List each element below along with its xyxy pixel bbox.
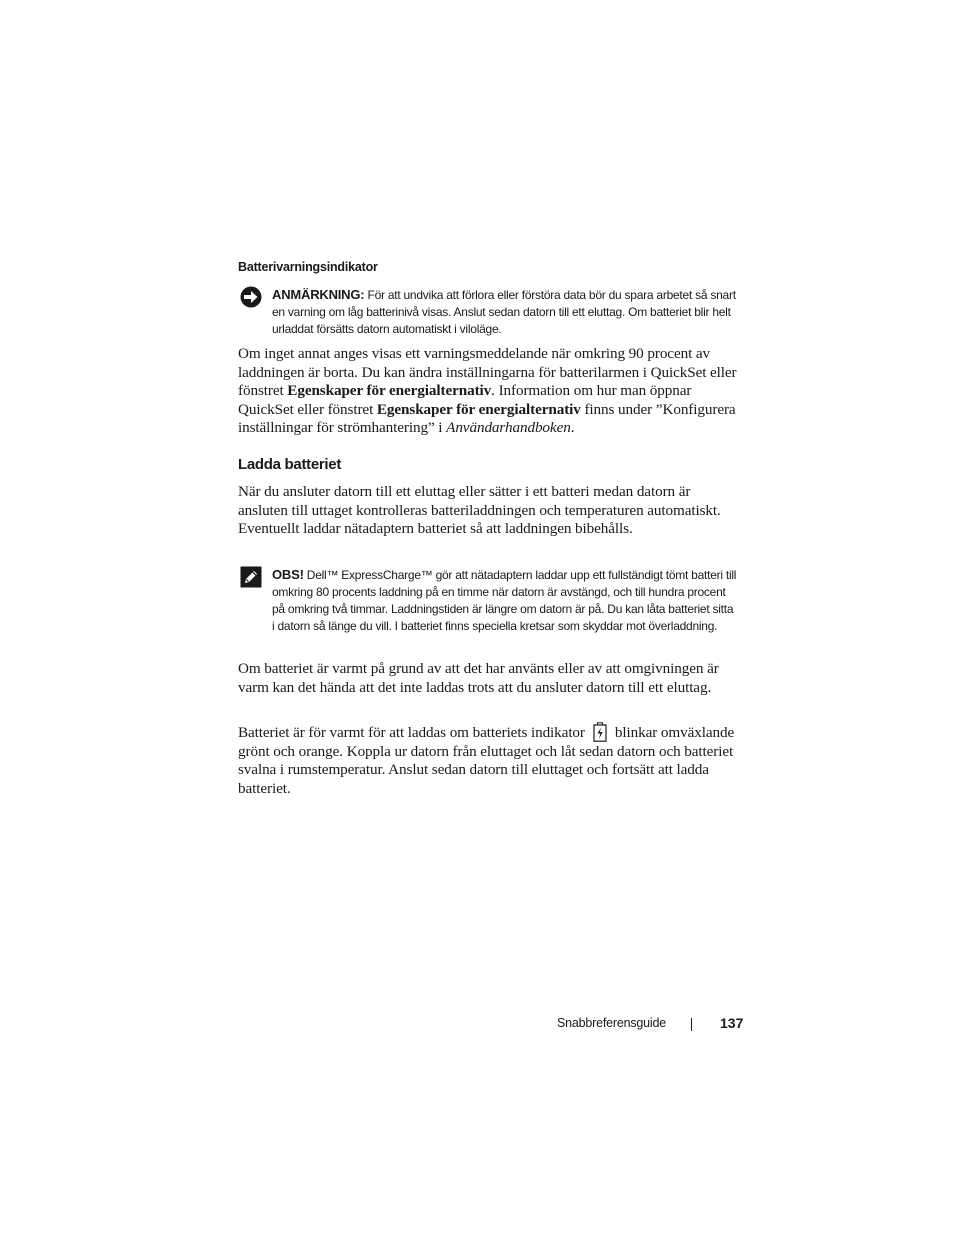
- footer-separator: [691, 1018, 692, 1031]
- obs-note-text: [272, 566, 738, 635]
- warning-note-text: [272, 286, 738, 338]
- para4-text-a: Batteriet är för varmt för att laddas om batteriets indikator: [238, 724, 585, 741]
- page-number: 137: [720, 1015, 744, 1031]
- obs-body: Dell™ ExpressCharge™ gör att nätadaptern laddar upp ett fullständigt tömt batteri till omkring 80 procents laddning på en timme när datorn är avstängd, och till hundra procent på omkring två timmar. Laddningstiden är längre om datorn är på. Du kan låta batteriet sitta i datorn så länge du vill. I batteriet finns speciella kretsar som skyddar mot överladdning.: [272, 568, 737, 633]
- warning-label: ANMÄRKNING:: [272, 287, 365, 302]
- page-footer: [0, 1015, 954, 1035]
- battery-warning-paragraph: [238, 345, 738, 438]
- charging-paragraph: När du ansluter datorn till ett eluttag eller sätter i ett batteri medan datorn är ansluten till uttaget kontrolleras batteriladdningen och temperaturen automatiskt. Eventuellt laddar nätadaptern batteriet så att laddningen bibehålls.: [238, 483, 721, 538]
- section-heading: Ladda batteriet: [238, 456, 342, 473]
- warm-battery-paragraph: Om batteriet är varmt på grund av att det har använts eller av att omgivningen är varm kan det hända att det inte laddas trots att du ansluter datorn till ett eluttag.: [238, 660, 719, 696]
- arrow-circle-icon: [240, 286, 262, 308]
- para1-text-b: . Information om hur man öppnar QuickSet eller fönstret: [238, 382, 692, 418]
- warning-body: För att undvika att förlora eller förstöra data bör du spara arbetet så snart en varning om låg batterinivå visas. Anslut sedan datorn till ett eluttag. Om batteriet blir helt urladdat försätts datorn automatiskt i viloläge.: [272, 288, 736, 336]
- warning-note: [238, 286, 738, 338]
- para4-text-b: blinkar omväxlande grönt och orange. Koppla ur datorn från eluttaget och låt sedan datorn och batteriet svalna i rumstemperatur. Anslut sedan datorn till eluttaget och fortsätt att ladda batteriet.: [238, 724, 735, 797]
- obs-note: [238, 566, 738, 635]
- footer-guide-title: Snabbreferensguide: [557, 1016, 666, 1030]
- obs-label: OBS!: [272, 567, 304, 582]
- para1-text-d: .: [570, 419, 575, 437]
- battery-charge-icon: [593, 722, 607, 742]
- pencil-note-icon: [240, 566, 262, 588]
- section-subheading: Batterivarningsindikator: [238, 260, 378, 274]
- para1-italic-a: Användarhandboken: [446, 419, 571, 437]
- para1-bold-a: Egenskaper för energialternativ: [287, 382, 492, 400]
- para1-text-a: Om inget annat anges visas ett varningsmeddelande när omkring 90 procent av laddningen är borta. Du kan ändra inställningarna för batterilarmen i QuickSet eller fönstret: [238, 345, 737, 400]
- too-warm-paragraph: [238, 722, 738, 798]
- para1-bold-b: Egenskaper för energialternativ: [376, 400, 581, 418]
- para1-text-c: finns under ”Konfigurera inställningar för strömhantering” i: [238, 400, 736, 437]
